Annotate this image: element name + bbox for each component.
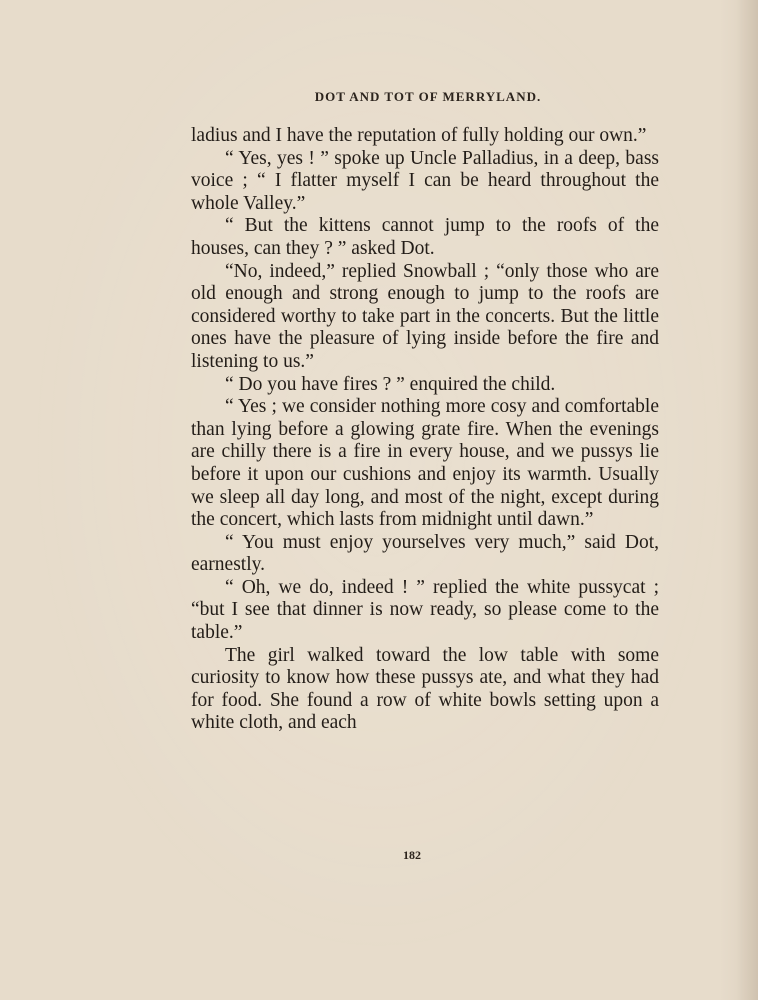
paragraph: “ Oh, we do, indeed ! ” replied the white pussycat ; “but I see that dinner is now ready, so please come to the table.” — [191, 576, 659, 644]
paragraph-continuation: ladius and I have the reputation of fully holding our own.” — [191, 125, 647, 146]
paragraph: “ But the kittens cannot jump to the roofs of the houses, can they ? ” asked Dot. — [191, 215, 659, 259]
paragraph: “No, indeed,” replied Snowball ; “only those who are old enough and strong enough to jump to the roofs are considered worthy to take part in the concerts. But the little ones have the pleasure of lying inside before the fire and listening to us.” — [191, 260, 659, 372]
paragraph: “ Yes ; we consider nothing more cosy and comfortable than lying before a glowing grate fire. When the evenings are chilly there is a fire in every house, and we pussys lie before it upon our cushions and enjoy its warmth. Usually we sleep all day long, and most of the night, except during the concert, which lasts from midnight until dawn.” — [191, 396, 659, 531]
running-head: DOT AND TOT OF MERRYLAND. — [314, 89, 542, 104]
paragraph: “ You must enjoy yourselves very much,” said Dot, earnestly. — [191, 531, 659, 576]
page-number: 182 — [403, 848, 421, 862]
paragraph: “ Do you have fires ? ” enquired the child. — [225, 373, 556, 395]
paragraph: “ Yes, yes ! ” spoke up Uncle Palladius, in a deep, bass voice ; “ I flatter myself I can be heard throughout the whole Valley.” — [191, 147, 659, 214]
body-text — [191, 125, 659, 735]
paragraph: The girl walked toward the low table with some curiosity to know how these pussys ate, and what they had for food. She found a row of white bowls setting upon a white cloth, and each — [191, 644, 659, 734]
